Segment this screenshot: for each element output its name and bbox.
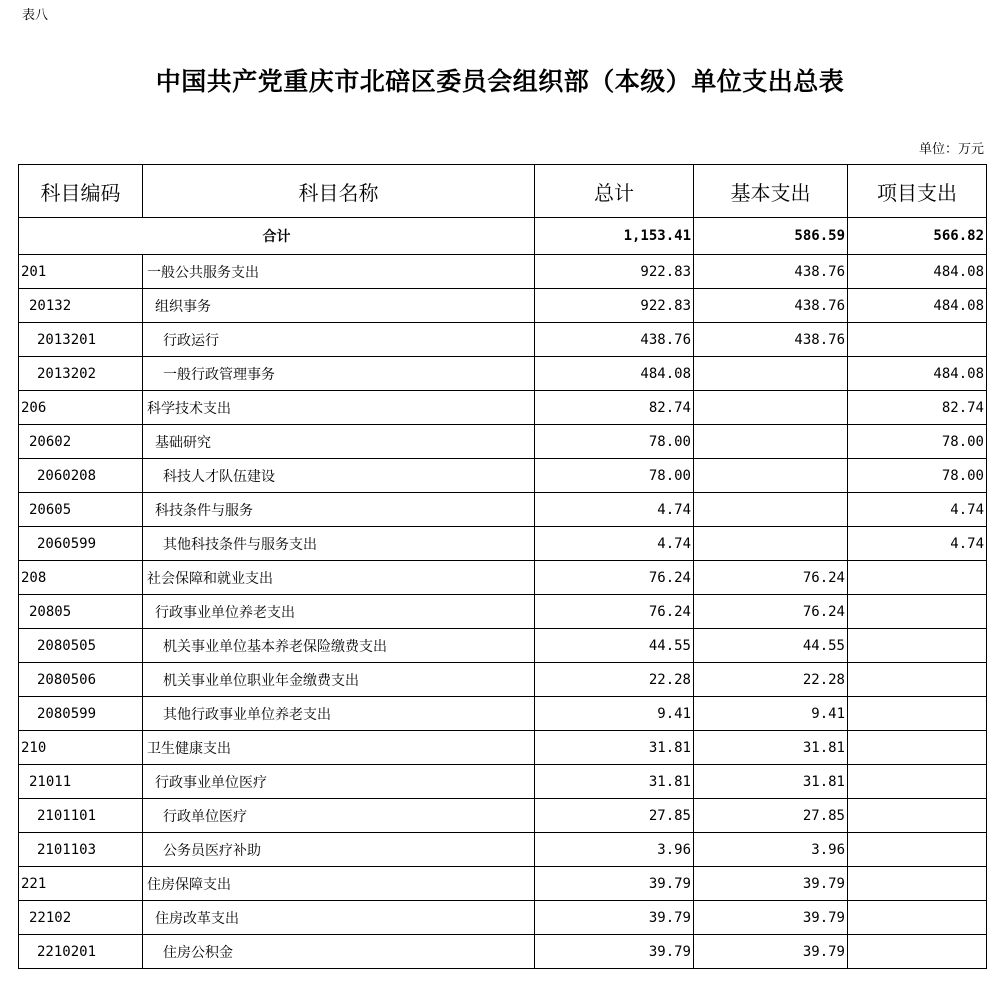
table-row (19, 289, 987, 323)
row-project (848, 867, 987, 901)
row-code: 208 (19, 561, 143, 595)
row-basic: 9.41 (694, 697, 848, 731)
row-project (848, 833, 987, 867)
header-name: 科目名称 (143, 165, 535, 218)
table-row (19, 527, 987, 561)
row-basic: 27.85 (694, 799, 848, 833)
row-code: 2013201 (19, 323, 143, 357)
row-basic (694, 391, 848, 425)
unit-note: 单位：万元 (918, 142, 984, 157)
row-project (848, 629, 987, 663)
row-total: 76.24 (535, 561, 694, 595)
row-total: 44.55 (535, 629, 694, 663)
row-basic: 438.76 (694, 255, 848, 289)
row-code: 20605 (19, 493, 143, 527)
row-name: 组织事务 (143, 289, 535, 323)
row-basic: 39.79 (694, 901, 848, 935)
row-project (848, 901, 987, 935)
row-name: 机关事业单位职业年金缴费支出 (143, 663, 535, 697)
table-row (19, 697, 987, 731)
row-name: 其他行政事业单位养老支出 (143, 697, 535, 731)
row-code: 2060599 (19, 527, 143, 561)
row-code: 21011 (19, 765, 143, 799)
row-total: 39.79 (535, 935, 694, 969)
row-project: 4.74 (848, 527, 987, 561)
table-row (19, 357, 987, 391)
row-name: 住房改革支出 (143, 901, 535, 935)
row-total: 31.81 (535, 765, 694, 799)
row-name: 行政事业单位养老支出 (143, 595, 535, 629)
table-row (19, 799, 987, 833)
row-project: 82.74 (848, 391, 987, 425)
row-code: 2210201 (19, 935, 143, 969)
table-row (19, 935, 987, 969)
page-title: 中国共产党重庆市北碚区委员会组织部（本级）单位支出总表 (155, 67, 845, 96)
row-project: 78.00 (848, 425, 987, 459)
table-row (19, 425, 987, 459)
table-row (19, 595, 987, 629)
row-total: 78.00 (535, 425, 694, 459)
row-name: 机关事业单位基本养老保险缴费支出 (143, 629, 535, 663)
row-name: 科学技术支出 (143, 391, 535, 425)
table-row (19, 901, 987, 935)
row-name: 科技条件与服务 (143, 493, 535, 527)
row-total: 76.24 (535, 595, 694, 629)
row-basic (694, 459, 848, 493)
row-total: 82.74 (535, 391, 694, 425)
row-basic: 438.76 (694, 289, 848, 323)
row-code: 2101101 (19, 799, 143, 833)
table-row (19, 323, 987, 357)
row-total: 484.08 (535, 357, 694, 391)
row-basic: 39.79 (694, 867, 848, 901)
table-row (19, 765, 987, 799)
row-basic (694, 425, 848, 459)
row-basic (694, 357, 848, 391)
row-basic (694, 527, 848, 561)
table-row (19, 561, 987, 595)
row-basic: 31.81 (694, 765, 848, 799)
total-sum: 1,153.41 (535, 218, 694, 255)
row-name: 社会保障和就业支出 (143, 561, 535, 595)
row-basic: 39.79 (694, 935, 848, 969)
row-basic (694, 493, 848, 527)
row-total: 4.74 (535, 493, 694, 527)
row-name: 住房公积金 (143, 935, 535, 969)
row-name: 科技人才队伍建设 (143, 459, 535, 493)
row-project (848, 323, 987, 357)
row-project: 78.00 (848, 459, 987, 493)
row-name: 行政运行 (143, 323, 535, 357)
total-row (19, 218, 987, 255)
row-basic: 31.81 (694, 731, 848, 765)
row-total: 922.83 (535, 255, 694, 289)
table-row (19, 629, 987, 663)
row-name: 一般行政管理事务 (143, 357, 535, 391)
row-total: 39.79 (535, 867, 694, 901)
row-basic: 44.55 (694, 629, 848, 663)
total-basic: 586.59 (694, 218, 848, 255)
header-row (19, 165, 987, 218)
row-code: 2013202 (19, 357, 143, 391)
table-row (19, 493, 987, 527)
row-code: 20602 (19, 425, 143, 459)
table-row (19, 833, 987, 867)
row-project: 484.08 (848, 289, 987, 323)
header-project: 项目支出 (848, 165, 987, 218)
row-code: 201 (19, 255, 143, 289)
row-project (848, 561, 987, 595)
row-code: 2060208 (19, 459, 143, 493)
row-project (848, 697, 987, 731)
row-total: 78.00 (535, 459, 694, 493)
row-code: 2080506 (19, 663, 143, 697)
row-project: 4.74 (848, 493, 987, 527)
row-name: 基础研究 (143, 425, 535, 459)
row-code: 20805 (19, 595, 143, 629)
row-total: 9.41 (535, 697, 694, 731)
row-total: 922.83 (535, 289, 694, 323)
row-name: 行政事业单位医疗 (143, 765, 535, 799)
row-code: 2080505 (19, 629, 143, 663)
table-row (19, 731, 987, 765)
row-total: 4.74 (535, 527, 694, 561)
row-total: 27.85 (535, 799, 694, 833)
row-code: 20132 (19, 289, 143, 323)
table-row (19, 255, 987, 289)
row-project (848, 935, 987, 969)
row-name: 住房保障支出 (143, 867, 535, 901)
row-name: 公务员医疗补助 (143, 833, 535, 867)
row-name: 一般公共服务支出 (143, 255, 535, 289)
table-row (19, 663, 987, 697)
row-code: 206 (19, 391, 143, 425)
table-number-label: 表八 (22, 8, 49, 23)
table-row (19, 867, 987, 901)
row-project (848, 765, 987, 799)
row-total: 22.28 (535, 663, 694, 697)
total-label: 合计 (19, 218, 535, 255)
header-total: 总计 (535, 165, 694, 218)
row-code: 221 (19, 867, 143, 901)
row-code: 2080599 (19, 697, 143, 731)
row-basic: 76.24 (694, 561, 848, 595)
row-code: 22102 (19, 901, 143, 935)
header-basic: 基本支出 (694, 165, 848, 218)
row-name: 行政单位医疗 (143, 799, 535, 833)
row-project (848, 731, 987, 765)
row-code: 2101103 (19, 833, 143, 867)
row-project: 484.08 (848, 255, 987, 289)
row-total: 31.81 (535, 731, 694, 765)
header-code: 科目编码 (19, 165, 143, 218)
row-name: 其他科技条件与服务支出 (143, 527, 535, 561)
table-row (19, 391, 987, 425)
row-name: 卫生健康支出 (143, 731, 535, 765)
row-basic: 438.76 (694, 323, 848, 357)
row-total: 3.96 (535, 833, 694, 867)
total-project: 566.82 (848, 218, 987, 255)
table-row (19, 459, 987, 493)
row-total: 39.79 (535, 901, 694, 935)
row-project (848, 799, 987, 833)
row-project: 484.08 (848, 357, 987, 391)
row-basic: 76.24 (694, 595, 848, 629)
expenditure-table (18, 164, 987, 969)
row-basic: 22.28 (694, 663, 848, 697)
row-project (848, 595, 987, 629)
row-total: 438.76 (535, 323, 694, 357)
row-basic: 3.96 (694, 833, 848, 867)
row-code: 210 (19, 731, 143, 765)
row-project (848, 663, 987, 697)
